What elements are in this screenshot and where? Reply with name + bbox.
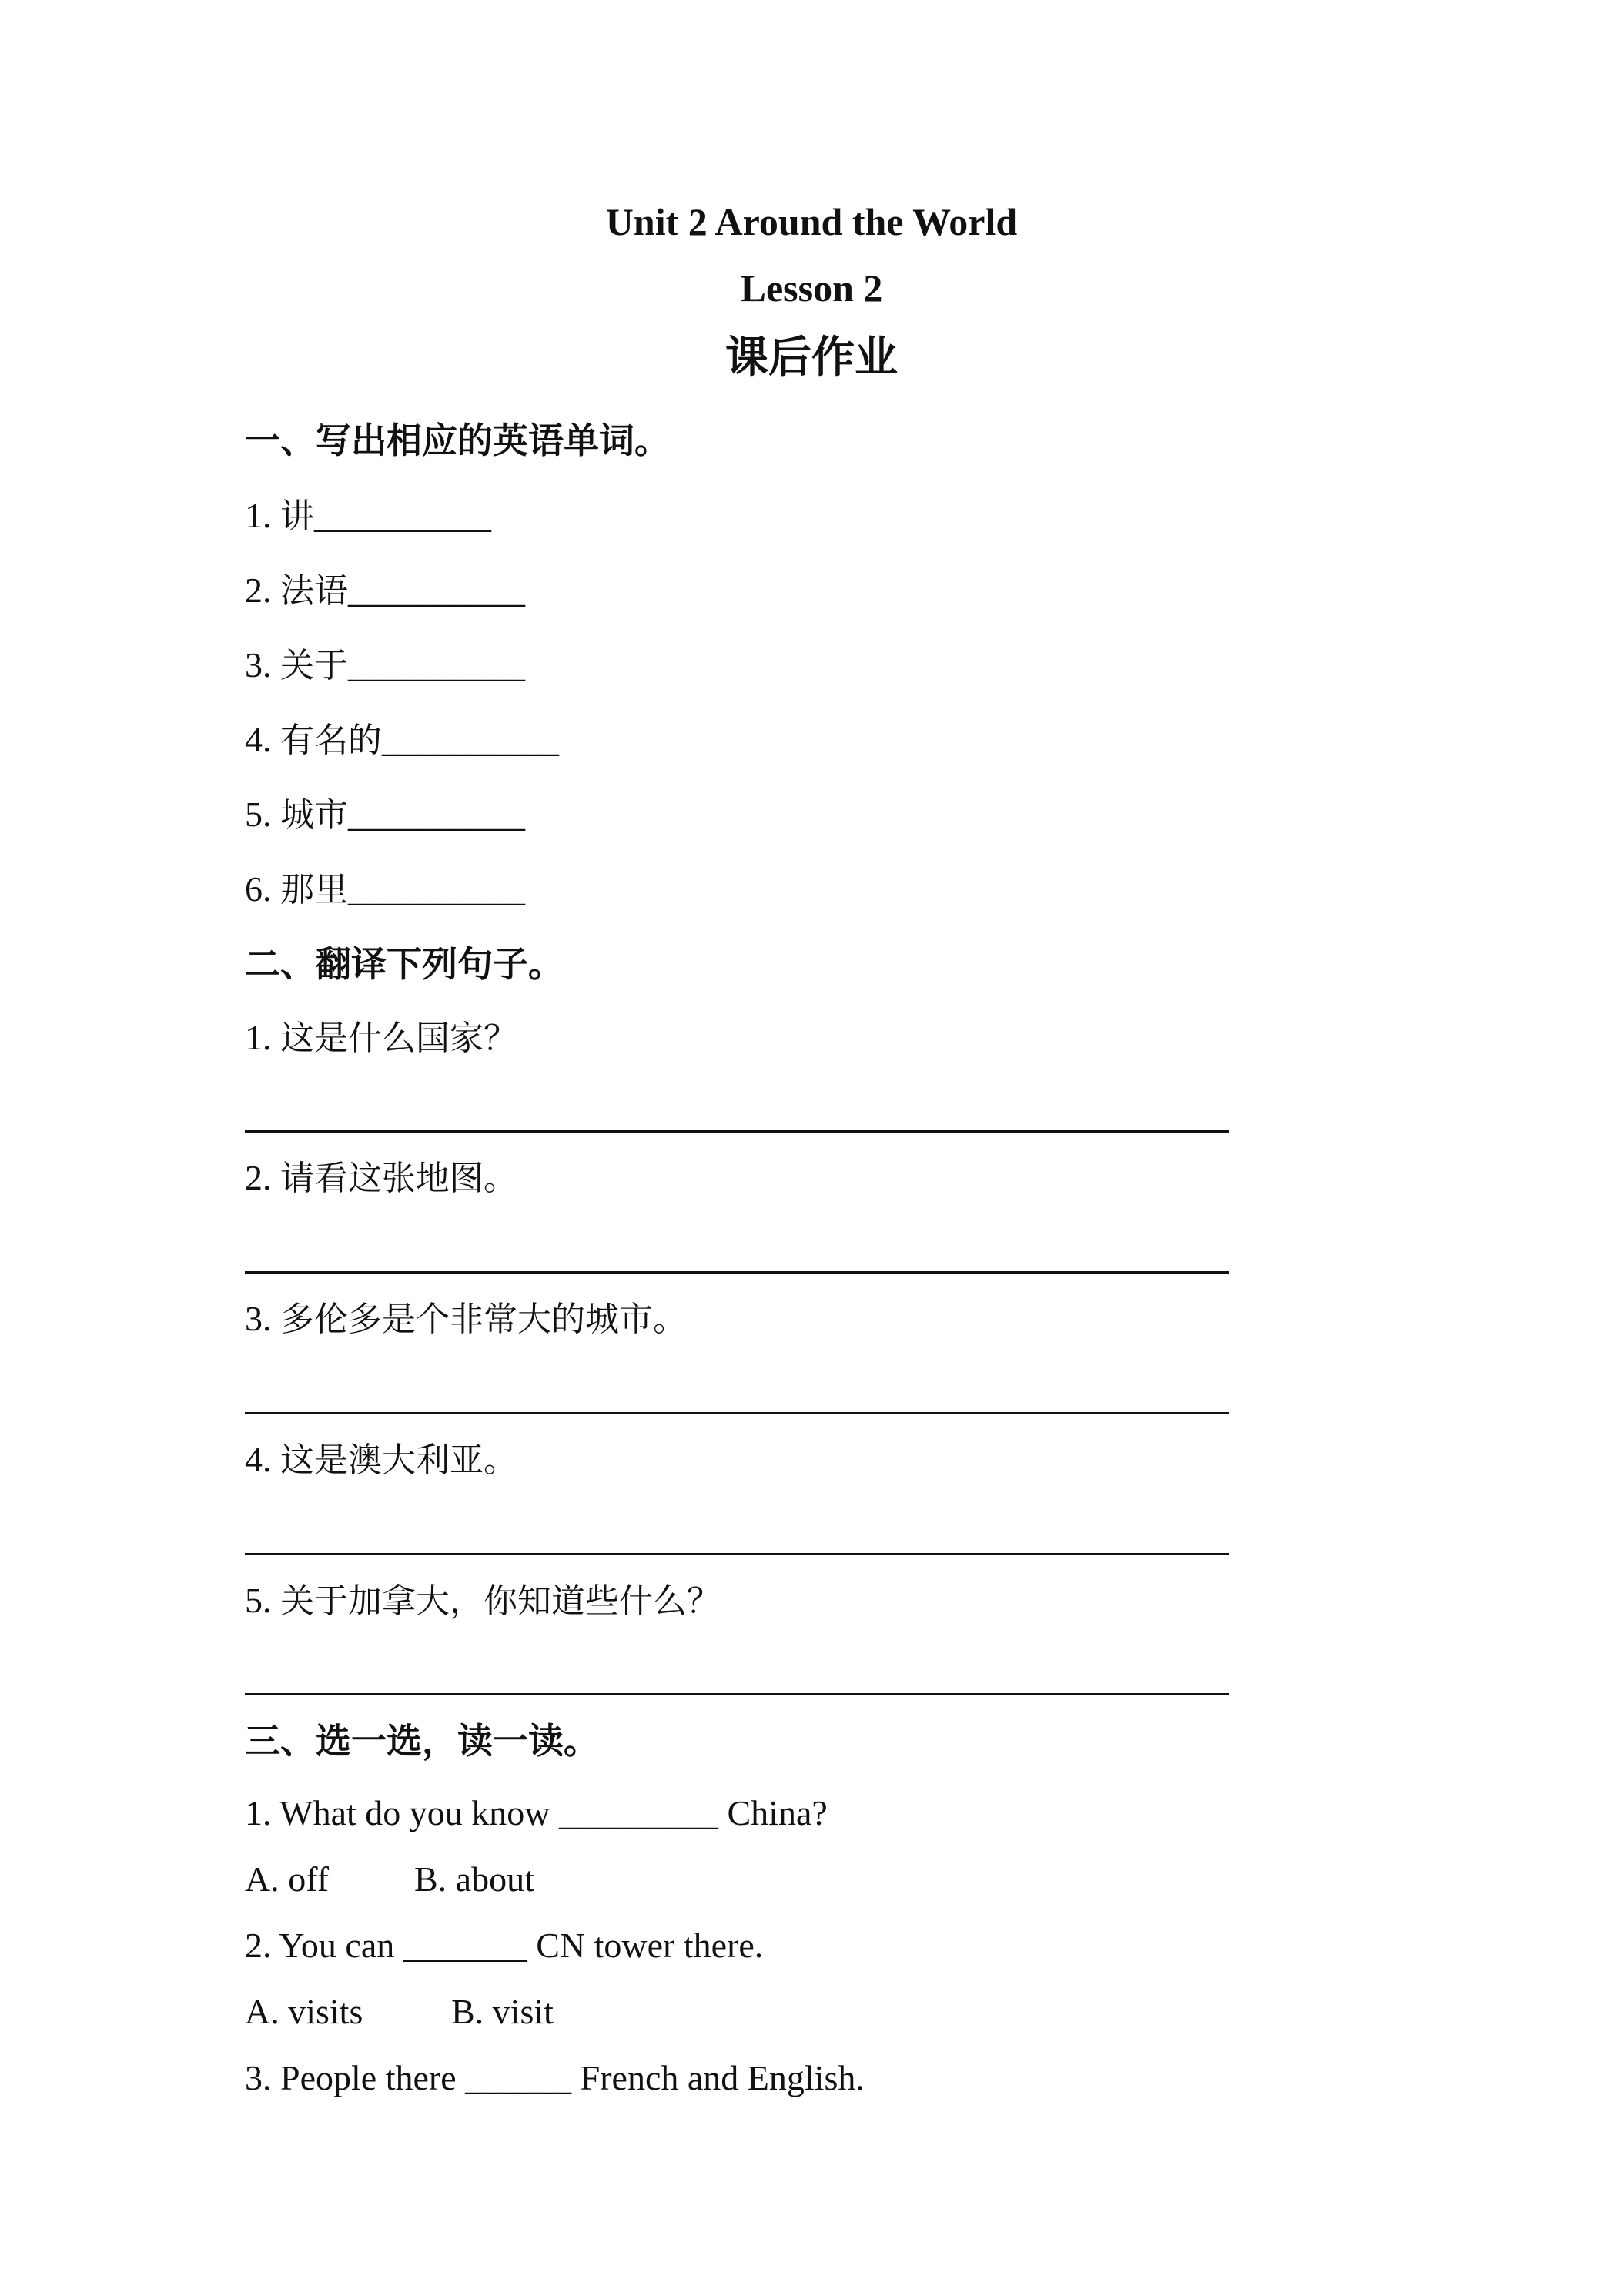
vocab-item bbox=[245, 642, 525, 689]
vocab-item bbox=[245, 567, 525, 614]
section2-heading: 二、翻译下列句子。 bbox=[245, 943, 564, 985]
answer-line[interactable] bbox=[245, 1693, 1229, 1695]
option-a[interactable]: A. off bbox=[245, 1859, 330, 1899]
item-number: 1. bbox=[245, 1018, 272, 1057]
option-b[interactable]: B. visit bbox=[451, 1992, 554, 2031]
section1-heading: 一、写出相应的英语单词。 bbox=[245, 420, 670, 461]
answer-line[interactable] bbox=[245, 1130, 1229, 1133]
item-number: 2. bbox=[245, 571, 272, 610]
section3-heading: 三、选一选，读一读。 bbox=[245, 1720, 599, 1762]
item-number: 4. bbox=[245, 1440, 272, 1479]
vocab-word: 法语 bbox=[280, 571, 348, 611]
vocab-item bbox=[245, 866, 525, 913]
answer-blank[interactable]: __________ bbox=[348, 571, 525, 610]
translate-sentence: 关于加拿大，你知道些什么？ bbox=[280, 1581, 721, 1621]
item-number: 1. bbox=[245, 496, 272, 535]
vocab-item bbox=[245, 493, 491, 540]
translate-sentence: 多伦多是个非常大的城市。 bbox=[280, 1300, 687, 1339]
vocab-word: 那里 bbox=[280, 870, 348, 909]
item-number: 6. bbox=[245, 869, 272, 909]
vocab-word: 城市 bbox=[280, 795, 348, 835]
answer-line[interactable] bbox=[245, 1412, 1229, 1414]
vocab-word: 有名的 bbox=[280, 721, 382, 760]
item-number: 5. bbox=[245, 1581, 272, 1620]
translate-item bbox=[245, 1155, 517, 1202]
item-number: 4. bbox=[245, 720, 272, 759]
vocab-item bbox=[245, 717, 559, 764]
answer-line[interactable] bbox=[245, 1271, 1229, 1274]
choice-question: 2. You can _______ CN tower there. bbox=[245, 1926, 764, 1965]
translate-item bbox=[245, 1578, 721, 1625]
unit-title: Unit 2 Around the World bbox=[605, 200, 1018, 243]
answer-blank[interactable]: __________ bbox=[348, 795, 525, 834]
translate-sentence: 请看这张地图。 bbox=[280, 1159, 517, 1198]
translate-item bbox=[245, 1296, 687, 1343]
choice-question: 3. People there ______ French and English. bbox=[245, 2058, 865, 2097]
answer-blank[interactable]: __________ bbox=[348, 645, 525, 684]
answer-blank[interactable]: __________ bbox=[348, 869, 525, 909]
worksheet-subtitle: 课后作业 bbox=[725, 333, 898, 383]
vocab-word: 关于 bbox=[280, 646, 348, 685]
vocab-word: 讲 bbox=[280, 497, 314, 536]
option-a[interactable]: A. visits bbox=[245, 1992, 363, 2031]
translate-item bbox=[245, 1437, 517, 1484]
translate-sentence: 这是澳大利亚。 bbox=[280, 1441, 517, 1480]
translate-sentence: 这是什么国家？ bbox=[280, 1019, 517, 1058]
translate-item bbox=[245, 1015, 517, 1062]
answer-line[interactable] bbox=[245, 1553, 1229, 1555]
vocab-item bbox=[245, 792, 525, 838]
item-number: 3. bbox=[245, 1299, 272, 1338]
choice-question: 1. What do you know _________ China? bbox=[245, 1793, 828, 1832]
item-number: 2. bbox=[245, 1158, 272, 1197]
item-number: 3. bbox=[245, 645, 272, 684]
option-b[interactable]: B. about bbox=[414, 1859, 534, 1899]
answer-blank[interactable]: __________ bbox=[382, 720, 559, 759]
lesson-title: Lesson 2 bbox=[740, 266, 883, 310]
answer-blank[interactable]: __________ bbox=[314, 496, 491, 535]
item-number: 5. bbox=[245, 795, 272, 834]
